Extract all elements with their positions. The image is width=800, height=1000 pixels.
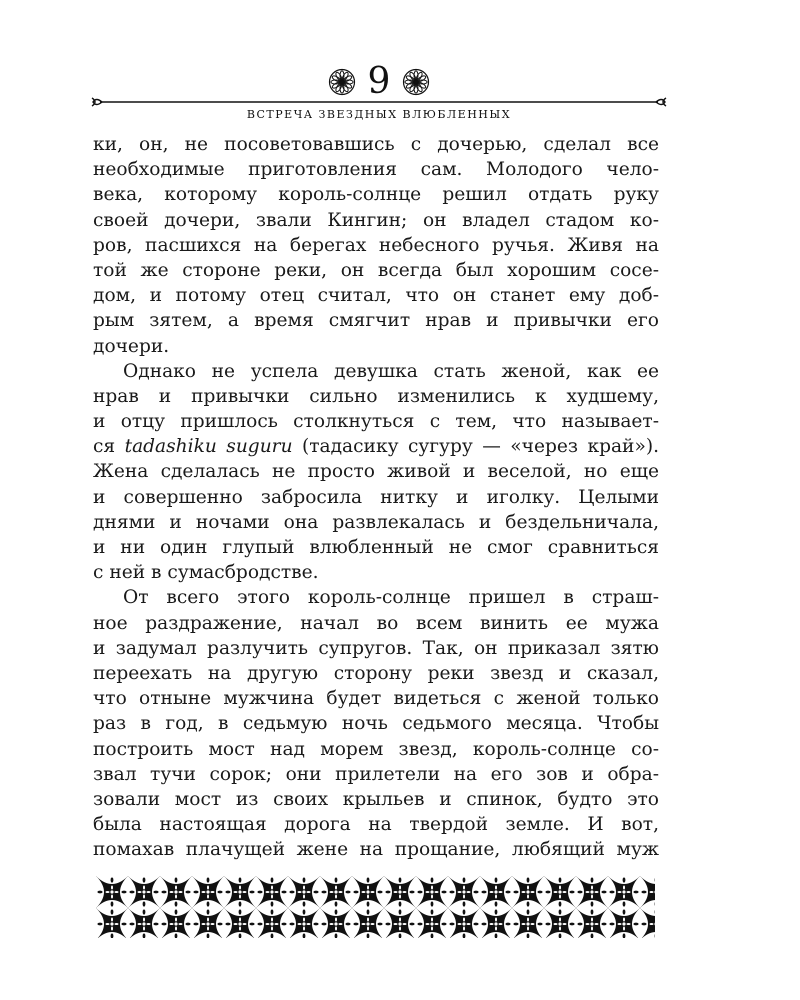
chapter-number: 9 (367, 61, 391, 102)
chapter-subtitle: ВСТРЕЧА ЗВЕЗДНЫХ ВЛЮБЛЕННЫХ (246, 108, 512, 121)
text-line: нрав и привычки сильно изменились к худшему, (93, 385, 659, 407)
text-line: помахав плачущей жене на прощание, любящий муж (93, 839, 659, 861)
text-line: и отцу пришлось столкнуться с тем, что называет- (93, 411, 659, 433)
text-line: дом, и потому отец считал, что он станет ему доб- (93, 285, 659, 307)
text-line (93, 434, 659, 459)
text-line: и ни один глупый влюбленный не смог сравниться (93, 537, 659, 558)
flower-rosette-icon (328, 68, 356, 96)
text-line: своей дочери, звали Кингин; он владел стадом ко- (93, 209, 659, 231)
text-line: с ней в сумасбродстве. (93, 562, 319, 584)
text-line: рым зятем, а время смягчит нрав и привычки его (93, 310, 659, 332)
text-line: что отныне мужчина будет видеться с женой только (93, 688, 659, 710)
text-fragment: (тадасику сугуру — «через край»). (292, 436, 659, 458)
text-line: века, которому король-солнце решил отдать руку (93, 184, 659, 206)
text-line: и задумал разлучить супругов. Так, он приказал зятю (93, 637, 659, 659)
floral-pattern-band-icon (96, 876, 655, 938)
text-line: Жена сделалась не просто живой и веселой, но еще (93, 461, 659, 483)
text-line: переехать на другую сторону реки звезд и сказал, (93, 662, 659, 684)
text-line: днями и ночами она развлекалась и бездельничала, (93, 511, 659, 533)
page-body-text (93, 132, 659, 862)
text-line: ное раздражение, начал во всем винить ее мужа (93, 612, 659, 634)
chapter-header (90, 62, 668, 122)
text-line: звал тучи сорок; они прилетели на его зов и обра- (93, 763, 659, 785)
text-line: была настоящая дорога на твердой земле. И вот, (93, 814, 659, 836)
text-line: ки, он, не посоветовавшись с дочерью, сделал все (93, 134, 659, 155)
text-line: необходимые приготовления сам. Молодого чело- (93, 159, 659, 181)
text-line: дочери. (93, 335, 170, 357)
text-line: той же стороне реки, он всегда был хорошим сосе- (93, 259, 659, 281)
text-line: ров, пасшихся на берегах небесного ручья. Живя на (93, 234, 659, 256)
text-line: зовали мост из своих крыльев и спинок, будто это (93, 788, 659, 810)
italic-term: tadashiku suguru (124, 436, 293, 458)
text-line: Однако не успела девушка стать женой, как ее (123, 360, 659, 382)
text-line: раз в год, в седьмую ночь седьмого месяца. Чтобы (93, 713, 659, 735)
header-rule (90, 96, 668, 108)
flower-rosette-icon (402, 68, 430, 96)
text-fragment: ся (93, 436, 125, 458)
text-line: и совершенно забросила нитку и иголку. Целыми (93, 486, 659, 508)
text-line: От всего этого король-солнце пришел в страш- (123, 587, 659, 609)
text-line: построить мост над морем звезд, король-солнце со- (93, 738, 659, 760)
